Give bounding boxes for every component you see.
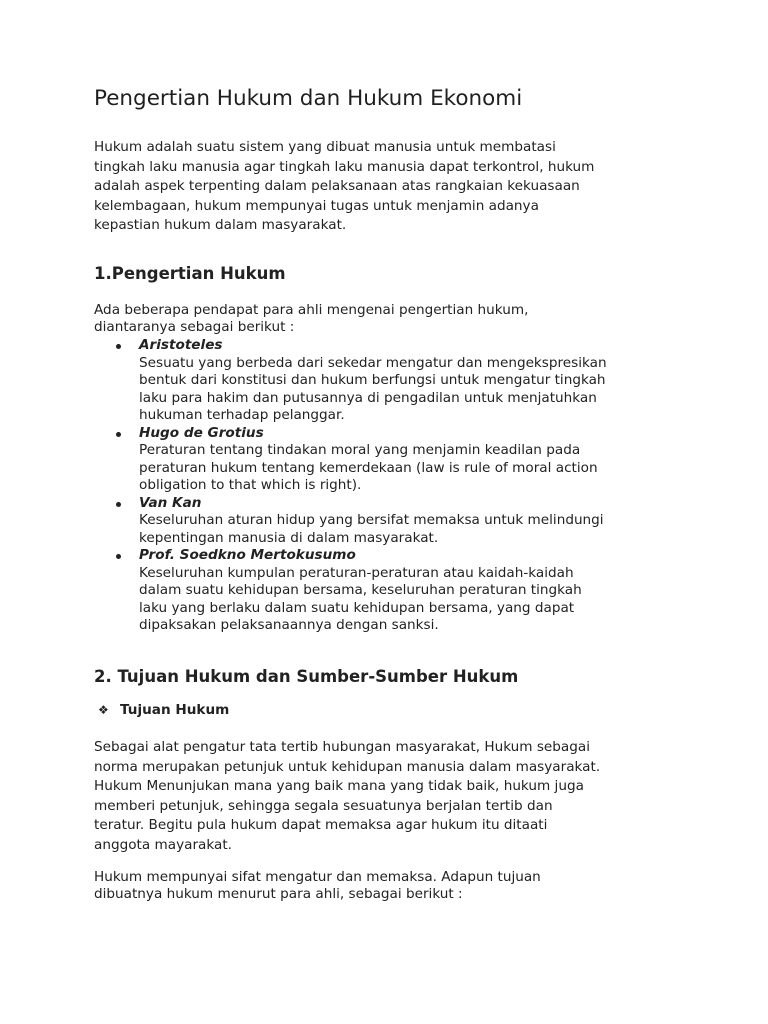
list-item — [94, 547, 694, 635]
expert-name: Prof. Soedkno Mertokusumo — [139, 547, 356, 563]
section2-heading: 2. Tujuan Hukum dan Sumber-Sumber Hukum — [94, 667, 519, 686]
paragraph-line: norma merupakan petunjuk untuk kehidupan manusia dalam masyarakat. — [94, 758, 601, 775]
definition-line: hukuman terhadap pelanggar. — [139, 407, 345, 423]
paragraph-line: dibuatnya hukum menurut para ahli, sebagai berikut : — [94, 886, 463, 902]
definition-line: kepentingan manusia di dalam masyarakat. — [139, 529, 439, 546]
lead-line: diantaranya sebagai berikut : — [94, 319, 295, 335]
expert-name: Aristoteles — [139, 337, 223, 353]
bullet-dot-icon — [116, 502, 121, 507]
paragraph-line: anggota mayarakat. — [94, 837, 232, 853]
document-title: Pengertian Hukum dan Hukum Ekonomi — [94, 86, 523, 111]
definition-line: dipaksakan pelaksanaannya dengan sanksi. — [139, 617, 439, 633]
bullet-dot-icon — [116, 554, 121, 559]
definition-line: laku yang berlaku dalam suatu kehidupan bersama, yang dapat — [139, 599, 575, 616]
bullet-dot-icon — [116, 432, 121, 437]
intro-line: kelembagaan, hukum mempunyai tugas untuk menjamin adanya — [94, 197, 539, 214]
definition-line: bentuk dari konstitusi dan hukum berfungsi untuk mengatur tingkah — [139, 372, 606, 388]
section1-heading: 1.Pengertian Hukum — [94, 264, 286, 283]
definition-line: Peraturan tentang tindakan moral yang menjamin keadilan pada — [139, 442, 581, 458]
intro-line: adalah aspek terpenting dalam pelaksanaan atas rangkaian kekuasaan — [94, 178, 580, 194]
lead-line: Ada beberapa pendapat para ahli mengenai pengertian hukum, — [94, 302, 529, 318]
definition-line: peraturan hukum tentang kemerdekaan (law is rule of moral action — [139, 459, 598, 476]
definition-line: Keseluruhan aturan hidup yang bersifat memaksa untuk melindungi — [139, 512, 604, 528]
definition-line: dalam suatu kehidupan bersama, keseluruhan peraturan tingkah — [139, 582, 582, 598]
list-item — [94, 337, 694, 425]
diamond-bullet-icon: ❖ — [98, 703, 109, 717]
paragraph-line: memberi petunjuk, sehingga segala sesuatunya berjalan tertib dan — [94, 797, 553, 814]
sub-heading-row — [98, 702, 229, 718]
list-item — [94, 425, 694, 495]
definitions-list — [94, 337, 694, 635]
paragraph-line: Hukum mempunyai sifat mengatur dan memaksa. Adapun tujuan — [94, 869, 541, 885]
paragraph-line: Hukum Menunjukan mana yang baik mana yang tidak baik, hukum juga — [94, 778, 584, 795]
intro-line: tingkah laku manusia agar tingkah laku manusia dapat terkontrol, hukum — [94, 158, 595, 175]
intro-line: kepastian hukum dalam masyarakat. — [94, 217, 347, 233]
definition-line: laku para hakim dan putusannya di pengadilan untuk menjatuhkan — [139, 389, 597, 406]
bullet-dot-icon — [116, 344, 121, 349]
definition-line: obligation to that which is right). — [139, 477, 362, 493]
expert-name: Van Kan — [139, 494, 202, 511]
paragraph-line: Sebagai alat pengatur tata tertib hubungan masyarakat, Hukum sebagai — [94, 739, 590, 755]
intro-line: Hukum adalah suatu sistem yang dibuat manusia untuk membatasi — [94, 139, 556, 155]
expert-name: Hugo de Grotius — [139, 424, 264, 441]
sub-heading: Tujuan Hukum — [120, 702, 230, 718]
list-item — [94, 495, 694, 548]
paragraph-line: teratur. Begitu pula hukum dapat memaksa agar hukum itu ditaati — [94, 817, 548, 834]
definition-line: Sesuatu yang berbeda dari sekedar mengatur dan mengekspresikan — [139, 354, 607, 371]
definition-line: Keseluruhan kumpulan peraturan-peraturan atau kaidah-kaidah — [139, 564, 574, 581]
